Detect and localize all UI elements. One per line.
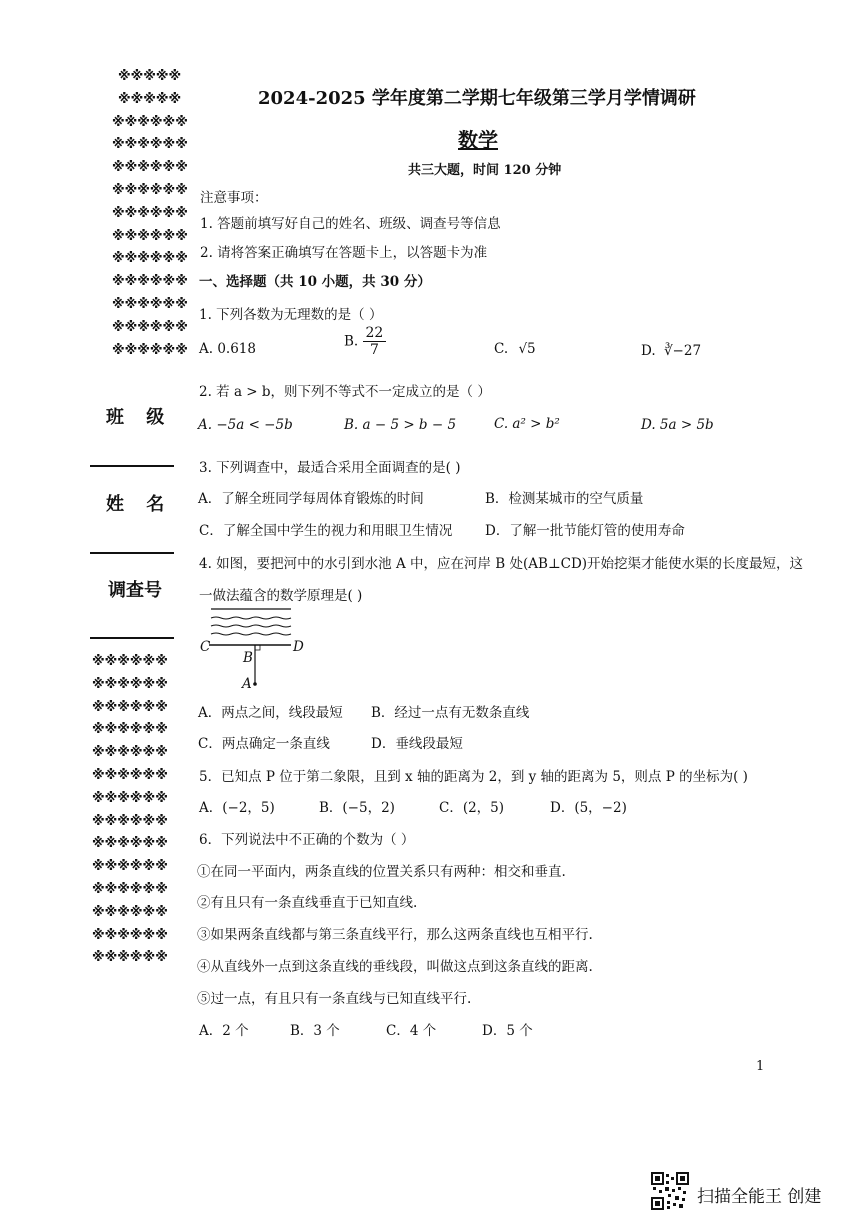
- river-diagram: [199, 606, 309, 691]
- stars-row: ※※※※※※: [92, 881, 168, 897]
- q4-option-b: B．经过一点有无数条直线: [371, 705, 530, 721]
- water-wave: [211, 633, 291, 635]
- label-d: D: [293, 639, 304, 655]
- stars-row: ※※※※※※: [112, 228, 188, 244]
- label-c: C: [200, 639, 211, 655]
- q2-option-c: C. a² > b²: [494, 416, 560, 432]
- survey-line: [90, 637, 174, 639]
- q6-option-b: B．3 个: [290, 1023, 340, 1039]
- stars-row: ※※※※※※: [112, 251, 188, 267]
- name-label: 姓 名: [106, 494, 173, 515]
- q6-option-a: A．2 个: [199, 1023, 249, 1039]
- q3-option-a: A．了解全班同学每周体育锻炼的时间: [198, 491, 424, 507]
- sidebar-stars-bottom: [92, 651, 168, 970]
- stars-row: ※※※※※※: [112, 160, 188, 176]
- stars-row: ※※※※※※: [92, 676, 168, 692]
- stars-row: ※※※※※※: [92, 813, 168, 829]
- class-line: [90, 465, 174, 467]
- math-value: √5: [518, 341, 536, 357]
- stars-row: ※※※※※※: [112, 114, 188, 130]
- q5-option-a: A．(−2，5): [199, 800, 275, 816]
- q3-option-d: D．了解一批节能灯管的使用寿命: [485, 523, 685, 539]
- label-a: A: [242, 676, 252, 692]
- scanner-watermark: 扫描全能王 创建: [697, 1187, 822, 1207]
- math-value: ∛−27: [663, 343, 702, 359]
- notice-heading: 注意事项：: [200, 190, 268, 206]
- exam-title: 2024-2025 学年度第二学期七年级第三学月学情调研: [258, 88, 696, 109]
- fraction: [363, 325, 387, 358]
- q3-option-c: C．了解全国中学生的视力和用眼卫生情况: [199, 523, 453, 539]
- stars-row: ※※※※※※: [92, 722, 168, 738]
- q4-option-a: A．两点之间，线段最短: [198, 705, 343, 721]
- q4-option-c: C．两点确定一条直线: [198, 736, 330, 752]
- q6-statement: ①在同一平面内，两条直线的位置关系只有两种：相交和垂直.: [197, 864, 566, 880]
- denominator: 7: [369, 342, 379, 358]
- notice-item: 2. 请将答案正确填写在答题卡上，以答题卡为准: [200, 245, 488, 261]
- q5-option-b: B．(−5，2): [319, 800, 395, 816]
- stars-row: ※※※※※※: [92, 927, 168, 943]
- stars-row: ※※※※※※: [92, 654, 168, 669]
- label-b: B: [243, 650, 253, 666]
- q5-option-d: D．(5，−2): [550, 800, 627, 816]
- q6-statement: ⑤过一点，有且只有一条直线与已知直线平行.: [197, 991, 472, 1007]
- question-6-stem: 6．下列说法中不正确的个数为（ ）: [199, 832, 415, 848]
- question-1-stem: 1. 下列各数为无理数的是（ ）: [199, 307, 383, 323]
- point-a: [253, 682, 257, 686]
- q2-option-d: D. 5a > 5b: [641, 417, 714, 433]
- stars-row: ※※※※※※: [92, 790, 168, 806]
- stars-row: ※※※※※※: [112, 182, 188, 198]
- water-wave: [211, 625, 291, 627]
- name-line: [90, 552, 174, 554]
- q6-statement: ④从直线外一点到这条直线的垂线段，叫做这点到这条直线的距离.: [197, 959, 593, 975]
- question-5-stem: 5．已知点 P 位于第二象限，且到 x 轴的距离为 2，到 y 轴的距离为 5，则点 P 的坐标为( ): [199, 769, 748, 785]
- q2-option-b: B. a − 5 > b − 5: [344, 417, 457, 433]
- stars-row: ※※※※※※: [112, 137, 188, 153]
- q1-option-a: A. 0.618: [199, 341, 256, 357]
- sidebar-stars-top: [112, 66, 188, 362]
- notice-item: 1. 答题前填写好自己的姓名、班级、调查号等信息: [200, 216, 501, 232]
- survey-label: 调查号: [108, 580, 162, 601]
- numerator: 22: [363, 325, 387, 342]
- question-2-stem: 2. 若 a > b，则下列不等式不一定成立的是（ ）: [199, 384, 491, 400]
- q1-option-c: [494, 341, 536, 357]
- stars-row: ※※※※※※: [112, 205, 188, 221]
- stars-row: ※※※※※: [118, 69, 182, 84]
- stars-row: ※※※※※※: [92, 745, 168, 761]
- stars-row: ※※※※※※: [112, 274, 188, 290]
- q6-option-d: D．5 个: [482, 1023, 533, 1039]
- stars-row: ※※※※※: [118, 91, 182, 107]
- q5-option-c: C．(2，5): [439, 800, 505, 816]
- option-letter: B.: [344, 333, 359, 350]
- class-label: 班 级: [106, 407, 173, 428]
- stars-row: ※※※※※※: [92, 767, 168, 783]
- option-letter: D.: [641, 343, 656, 359]
- page-number: 1: [756, 1059, 765, 1074]
- stars-row: ※※※※※※: [112, 319, 188, 335]
- q6-statement: ③如果两条直线都与第三条直线平行，那么这两条直线也互相平行.: [197, 927, 593, 943]
- stars-row: ※※※※※※: [92, 904, 168, 920]
- q6-statement: ②有且只有一条直线垂直于已知直线.: [197, 895, 418, 911]
- water-wave: [211, 617, 291, 619]
- stars-row: ※※※※※※: [112, 342, 188, 358]
- stars-row: ※※※※※※: [92, 859, 168, 875]
- qr-code-icon: [651, 1172, 689, 1210]
- subject-title: 数学: [458, 128, 498, 152]
- stars-row: ※※※※※※: [92, 950, 168, 966]
- q1-option-b: [344, 325, 386, 358]
- question-4-stem-cont: 一做法蕴含的数学原理是( ): [199, 588, 363, 604]
- stars-row: ※※※※※※: [92, 836, 168, 852]
- question-3-stem: 3. 下列调查中，最适合采用全面调查的是( ): [199, 460, 461, 476]
- q3-option-b: B．检测某城市的空气质量: [485, 491, 644, 507]
- option-letter: C.: [494, 341, 509, 357]
- right-angle-mark: [255, 645, 260, 650]
- q6-option-c: C．4 个: [386, 1023, 437, 1039]
- exam-subtitle: 共三大题，时间 120 分钟: [408, 163, 562, 178]
- q1-option-d: [641, 343, 701, 359]
- stars-row: ※※※※※※: [112, 296, 188, 312]
- q4-option-d: D．垂线段最短: [371, 736, 463, 752]
- stars-row: ※※※※※※: [92, 699, 168, 715]
- question-4-stem: 4. 如图，要把河中的水引到水池 A 中，应在河岸 B 处(AB⊥CD)开始挖渠才能使水渠的长度最短，这: [199, 556, 804, 572]
- q2-option-a: A. −5a < −5b: [198, 417, 293, 433]
- section-heading: 一、选择题（共 10 小题，共 30 分）: [199, 274, 431, 290]
